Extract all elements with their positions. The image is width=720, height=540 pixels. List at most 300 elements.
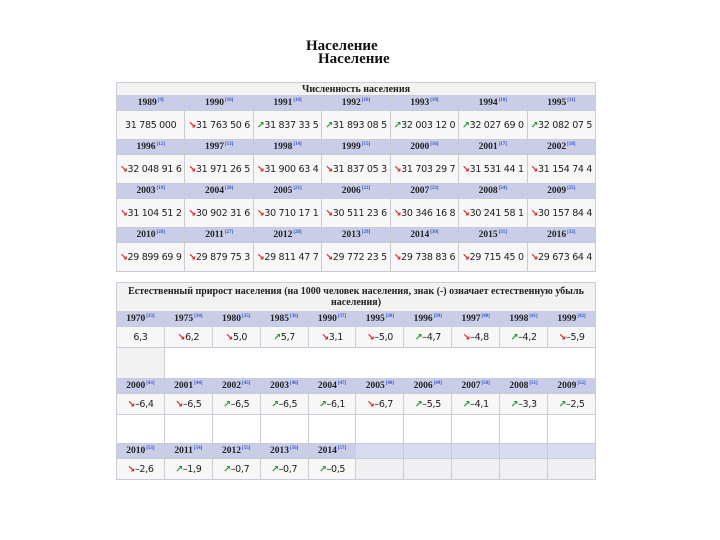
reference-link[interactable]: [55]: [242, 445, 251, 451]
year-label: 2009: [557, 381, 577, 392]
reference-link[interactable]: [14]: [293, 141, 302, 147]
reference-link[interactable]: [33]: [146, 313, 155, 319]
value-cell: [459, 155, 527, 184]
value-text: 31 703 29 7: [401, 163, 456, 175]
year-label: 1975: [174, 314, 194, 325]
value-text: –4,8: [470, 331, 489, 343]
value-text: –6,1: [326, 398, 346, 410]
arrow-down-red-icon: ↘: [530, 207, 539, 219]
arrow-down-red-icon: ↘: [256, 207, 265, 219]
value-text: 31 531 44 1: [469, 163, 524, 175]
year-label: 2008: [478, 186, 498, 197]
value-text: –6,5: [230, 398, 250, 410]
year-cell: [212, 312, 260, 327]
arrow-down-red-icon: ↘: [325, 251, 333, 263]
year-cell: [253, 96, 321, 111]
year-cell: [527, 228, 595, 243]
year-cell: [117, 379, 165, 394]
arrow-up-green-icon: ↗: [270, 463, 279, 475]
value-row: [117, 155, 596, 184]
value-text: –3,3: [518, 398, 537, 410]
value-text: –2,5: [566, 398, 585, 410]
year-cell: [548, 312, 596, 327]
empty-cell: [356, 459, 404, 480]
year-label: 1994: [478, 98, 498, 109]
year-label: 2004: [204, 186, 224, 197]
reference-link[interactable]: [27]: [224, 229, 234, 235]
year-label: 1980: [222, 314, 242, 325]
value-text: 29 673 64 4: [538, 251, 593, 263]
value-text: 29 899 69 9: [127, 251, 182, 263]
year-row: [117, 312, 596, 327]
reference-link[interactable]: [28]: [293, 229, 302, 235]
empty-cell: [452, 444, 500, 459]
value-cell: [212, 327, 260, 348]
year-label: 1998: [509, 314, 529, 325]
year-label: 2014: [317, 446, 337, 457]
reference-link[interactable]: [56]: [289, 445, 299, 451]
year-label: 1992: [341, 98, 361, 109]
value-cell: [185, 111, 253, 140]
year-cell: [185, 228, 253, 243]
arrow-down-red-icon: ↘: [119, 251, 128, 263]
value-text: 31 893 08 5: [332, 119, 387, 131]
reference-link[interactable]: [23]: [430, 185, 439, 191]
spacer-cell: [260, 415, 308, 444]
value-cell: [117, 155, 185, 184]
arrow-down-red-icon: ↘: [393, 163, 402, 175]
year-cell: [322, 228, 390, 243]
reference-link[interactable]: [40]: [481, 313, 490, 319]
year-cell: [253, 140, 321, 155]
reference-link[interactable]: [18]: [567, 141, 576, 147]
year-cell: [164, 444, 212, 459]
reference-link[interactable]: [47]: [337, 380, 347, 386]
value-row: [117, 243, 596, 272]
arrow-down-red-icon: ↘: [119, 207, 128, 219]
value-cell: [164, 459, 212, 480]
value-text: 30 511 23 6: [332, 207, 387, 219]
value-cell: [164, 327, 212, 348]
empty-cell: [452, 459, 500, 480]
value-text: 31 900 63 4: [264, 163, 319, 175]
arrow-up-green-icon: ↗: [530, 119, 539, 131]
reference-link[interactable]: [10]: [224, 97, 234, 103]
reference-link[interactable]: [10]: [361, 97, 371, 103]
reference-link[interactable]: [31]: [498, 229, 507, 235]
year-label: 2003: [136, 186, 156, 197]
reference-link[interactable]: [24]: [498, 185, 507, 191]
value-text: –0,7: [278, 463, 298, 475]
year-cell: [459, 140, 527, 155]
reference-link[interactable]: [36]: [289, 313, 299, 319]
reference-link[interactable]: [16]: [430, 141, 439, 147]
year-cell: [459, 184, 527, 199]
value-cell: [390, 199, 458, 228]
value-text: 29 772 23 5: [332, 251, 387, 263]
value-text: 31 154 74 4: [538, 163, 593, 175]
year-cell: [308, 379, 356, 394]
year-cell: [260, 312, 308, 327]
value-text: –1,9: [182, 463, 202, 475]
value-text: 31 837 33 5: [264, 119, 319, 131]
year-label: 2014: [410, 230, 430, 241]
natural-growth-table: [116, 282, 596, 480]
year-label: 1997: [461, 314, 481, 325]
value-cell: [390, 243, 458, 272]
year-cell: [117, 184, 185, 199]
value-cell: [500, 327, 548, 348]
value-cell: [527, 111, 595, 140]
value-cell: [548, 394, 596, 415]
reference-link[interactable]: [10]: [293, 97, 302, 103]
year-cell: [452, 379, 500, 394]
value-cell: [185, 155, 253, 184]
arrow-up-green-icon: ↗: [223, 463, 231, 475]
year-cell: [308, 312, 356, 327]
year-cell: [527, 184, 595, 199]
value-cell: [117, 394, 165, 415]
value-cell: [527, 199, 595, 228]
arrow-up-green-icon: ↗: [510, 398, 519, 410]
year-label: 2013: [269, 446, 289, 457]
year-cell: [322, 96, 390, 111]
reference-link[interactable]: [13]: [224, 141, 234, 147]
year-label: 1991: [273, 98, 293, 109]
reference-link[interactable]: [41]: [529, 313, 538, 319]
value-text: 31 785 000: [125, 119, 177, 131]
value-text: –2,6: [134, 463, 154, 475]
year-cell: [390, 228, 458, 243]
arrow-up-green-icon: ↗: [461, 119, 470, 131]
value-text: 31 971 26 5: [195, 163, 251, 175]
value-text: –5,0: [374, 331, 394, 343]
empty-cell: [404, 444, 452, 459]
value-cell: [212, 394, 260, 415]
value-cell: [185, 243, 253, 272]
arrow-up-green-icon: ↗: [318, 398, 327, 410]
value-cell: [548, 327, 596, 348]
year-cell: [117, 140, 185, 155]
spacer-cell: [117, 415, 165, 444]
arrow-up-green-icon: ↗: [414, 331, 423, 343]
reference-link[interactable]: [30]: [430, 229, 439, 235]
year-label: 1997: [204, 142, 224, 153]
value-text: 31 837 05 3: [332, 163, 387, 175]
value-cell: [117, 199, 185, 228]
spacer-cell: [308, 415, 356, 444]
year-cell: [164, 379, 212, 394]
value-cell: [404, 394, 452, 415]
arrow-up-green-icon: ↗: [393, 119, 402, 131]
value-row: [117, 199, 596, 228]
arrow-down-red-icon: ↘: [188, 119, 196, 131]
reference-link[interactable]: [42]: [577, 313, 586, 319]
reference-link[interactable]: [57]: [337, 445, 347, 451]
value-cell: [185, 199, 253, 228]
arrow-down-red-icon: ↘: [188, 251, 196, 263]
spacer-cell: [164, 348, 595, 379]
year-label: 1989: [137, 98, 157, 109]
arrow-down-red-icon: ↘: [256, 251, 265, 263]
year-cell: [500, 379, 548, 394]
reference-link[interactable]: [10]: [498, 97, 507, 103]
arrow-up-green-icon: ↗: [256, 119, 265, 131]
value-cell: [212, 459, 260, 480]
value-cell: [253, 155, 321, 184]
reference-link[interactable]: [15]: [361, 141, 371, 147]
year-cell: [260, 379, 308, 394]
year-cell: [253, 228, 321, 243]
year-label: 2016: [547, 230, 567, 241]
year-cell: [212, 379, 260, 394]
reference-link[interactable]: [44]: [194, 380, 203, 386]
reference-link[interactable]: [29]: [361, 229, 371, 235]
reference-link[interactable]: [54]: [193, 445, 203, 451]
reference-link[interactable]: [25]: [567, 185, 576, 191]
reference-link[interactable]: [9]: [157, 97, 164, 103]
arrow-down-red-icon: ↘: [225, 331, 233, 343]
value-row: [117, 111, 596, 140]
reference-link[interactable]: [20]: [224, 185, 234, 191]
value-text: 6,2: [185, 331, 200, 343]
reference-link[interactable]: [53]: [146, 445, 155, 451]
arrow-down-red-icon: ↘: [325, 163, 333, 175]
year-label: 1970: [126, 314, 146, 325]
year-label: 2010: [136, 230, 156, 241]
value-text: 31 763 50 6: [195, 119, 251, 131]
value-cell: [253, 199, 321, 228]
arrow-down-red-icon: ↘: [127, 398, 135, 410]
empty-cell: [548, 444, 596, 459]
arrow-up-green-icon: ↗: [223, 398, 231, 410]
year-cell: [500, 312, 548, 327]
value-cell: [404, 327, 452, 348]
year-cell: [356, 379, 404, 394]
year-label: 2012: [222, 446, 242, 457]
arrow-down-red-icon: ↘: [530, 251, 539, 263]
empty-cell: [500, 459, 548, 480]
population-table: [116, 82, 596, 272]
spacer-cell: [500, 415, 548, 444]
value-row: [117, 459, 596, 480]
spacer-cell: [548, 415, 596, 444]
arrow-up-green-icon: ↗: [175, 463, 183, 475]
reference-link[interactable]: [10]: [430, 97, 439, 103]
arrow-down-red-icon: ↘: [461, 251, 470, 263]
arrow-down-red-icon: ↘: [366, 331, 375, 343]
page-title: Население: [306, 38, 378, 54]
arrow-down-red-icon: ↘: [393, 207, 402, 219]
reference-link[interactable]: [45]: [242, 380, 251, 386]
empty-cell: [500, 444, 548, 459]
value-cell: [253, 243, 321, 272]
value-cell: [117, 243, 185, 272]
reference-link[interactable]: [19]: [156, 185, 165, 191]
year-row: [117, 140, 596, 155]
value-cell: [322, 111, 390, 140]
reference-link[interactable]: [22]: [361, 185, 371, 191]
value-cell: [459, 111, 527, 140]
reference-link[interactable]: [37]: [337, 313, 347, 319]
arrow-down-red-icon: ↘: [366, 398, 375, 410]
reference-link[interactable]: [35]: [242, 313, 251, 319]
year-cell: [308, 444, 356, 459]
year-label: 2007: [461, 381, 481, 392]
year-cell: [260, 444, 308, 459]
year-label: 2012: [273, 230, 293, 241]
value-cell: [527, 243, 595, 272]
value-text: 32 082 07 5: [538, 119, 593, 131]
value-text: –0,5: [326, 463, 346, 475]
year-cell: [459, 96, 527, 111]
arrow-down-red-icon: ↘: [461, 163, 470, 175]
value-cell: [117, 327, 165, 348]
arrow-down-red-icon: ↘: [393, 251, 402, 263]
reference-link[interactable]: [32]: [567, 229, 576, 235]
year-label: 2011: [205, 230, 224, 241]
value-text: 6,3: [133, 331, 148, 343]
arrow-down-red-icon: ↘: [119, 163, 128, 175]
arrow-up-green-icon: ↗: [318, 463, 327, 475]
value-text: 29 811 47 7: [264, 251, 319, 263]
reference-link[interactable]: [39]: [433, 313, 442, 319]
value-text: –5,5: [422, 398, 441, 410]
arrow-up-green-icon: ↗: [270, 398, 279, 410]
spacer-cell: [452, 415, 500, 444]
year-label: 1985: [269, 314, 289, 325]
year-label: 1990: [317, 314, 337, 325]
year-cell: [459, 228, 527, 243]
year-label: 1999: [557, 314, 577, 325]
value-text: –0,7: [230, 463, 250, 475]
arrow-down-red-icon: ↘: [188, 163, 196, 175]
value-row: [117, 327, 596, 348]
value-text: 5,0: [232, 331, 248, 343]
value-cell: [253, 111, 321, 140]
year-label: 1990: [204, 98, 224, 109]
value-cell: [356, 394, 404, 415]
empty-cell: [548, 459, 596, 480]
reference-link[interactable]: [50]: [481, 380, 490, 386]
year-cell: [117, 228, 185, 243]
year-cell: [117, 96, 185, 111]
year-label: 2008: [509, 381, 529, 392]
value-text: –4,1: [470, 398, 489, 410]
value-cell: [452, 394, 500, 415]
value-cell: [308, 459, 356, 480]
year-cell: [253, 184, 321, 199]
reference-link[interactable]: [49]: [433, 380, 442, 386]
value-row: [117, 394, 596, 415]
year-label: 2015: [478, 230, 498, 241]
year-label: 2002: [222, 381, 242, 392]
reference-link[interactable]: [11]: [567, 97, 576, 103]
year-row: [117, 444, 596, 459]
reference-link[interactable]: [51]: [529, 380, 538, 386]
reference-link[interactable]: [46]: [289, 380, 299, 386]
year-row: [117, 379, 596, 394]
spacer-cell: [117, 348, 165, 379]
value-text: 3,1: [328, 331, 343, 343]
year-cell: [185, 96, 253, 111]
year-label: 2004: [317, 381, 337, 392]
reference-link[interactable]: [12]: [156, 141, 165, 147]
year-label: 1993: [410, 98, 430, 109]
year-label: 2003: [269, 381, 289, 392]
value-text: –6,5: [278, 398, 298, 410]
value-cell: [308, 394, 356, 415]
value-cell: [527, 155, 595, 184]
year-label: 2001: [478, 142, 498, 153]
reference-link[interactable]: [34]: [194, 313, 203, 319]
reference-link[interactable]: [52]: [577, 380, 586, 386]
reference-link[interactable]: [48]: [385, 380, 395, 386]
value-cell: [390, 111, 458, 140]
arrow-up-green-icon: ↗: [510, 331, 519, 343]
value-text: –6,4: [134, 398, 154, 410]
value-cell: [322, 199, 390, 228]
arrow-down-red-icon: ↘: [177, 331, 186, 343]
empty-cell: [404, 459, 452, 480]
year-cell: [390, 96, 458, 111]
spacer-row: [117, 415, 596, 444]
year-cell: [322, 184, 390, 199]
reference-link[interactable]: [17]: [498, 141, 507, 147]
year-cell: [527, 96, 595, 111]
natural-growth-header: Естественный прирост населения (на 1000 человек населения, знак (-) означает естественную убыль населения): [117, 283, 596, 312]
year-cell: [212, 444, 260, 459]
year-label: 1995: [547, 98, 567, 109]
spacer-cell: [356, 415, 404, 444]
arrow-down-red-icon: ↘: [175, 398, 183, 410]
spacer-cell: [404, 415, 452, 444]
value-cell: [117, 111, 185, 140]
year-cell: [404, 312, 452, 327]
year-label: 2010: [126, 446, 146, 457]
arrow-down-red-icon: ↘: [127, 463, 135, 475]
value-cell: [164, 394, 212, 415]
value-text: 32 003 12 0: [401, 119, 456, 131]
year-cell: [527, 140, 595, 155]
value-text: –4,7: [422, 331, 441, 343]
reference-link[interactable]: [26]: [156, 229, 165, 235]
reference-link[interactable]: [43]: [146, 380, 155, 386]
spacer-cell: [164, 415, 212, 444]
year-label: 2005: [273, 186, 293, 197]
arrow-up-green-icon: ↗: [273, 331, 281, 343]
reference-link[interactable]: [38]: [385, 313, 395, 319]
value-cell: [308, 327, 356, 348]
value-text: 5,7: [280, 331, 296, 343]
value-text: 32 048 91 6: [127, 163, 182, 175]
value-text: 29 738 83 6: [401, 251, 456, 263]
year-label: 2013: [341, 230, 361, 241]
arrow-down-red-icon: ↘: [325, 207, 333, 219]
year-cell: [404, 379, 452, 394]
value-text: 30 346 16 8: [401, 207, 456, 219]
value-text: 29 715 45 0: [469, 251, 524, 263]
year-cell: [164, 312, 212, 327]
spacer-row: [117, 348, 596, 379]
value-cell: [117, 459, 165, 480]
year-label: 1996: [136, 142, 156, 153]
arrow-up-green-icon: ↗: [558, 398, 566, 410]
value-text: –6,5: [182, 398, 202, 410]
reference-link[interactable]: [21]: [293, 185, 302, 191]
arrow-down-red-icon: ↘: [188, 207, 196, 219]
year-cell: [356, 312, 404, 327]
